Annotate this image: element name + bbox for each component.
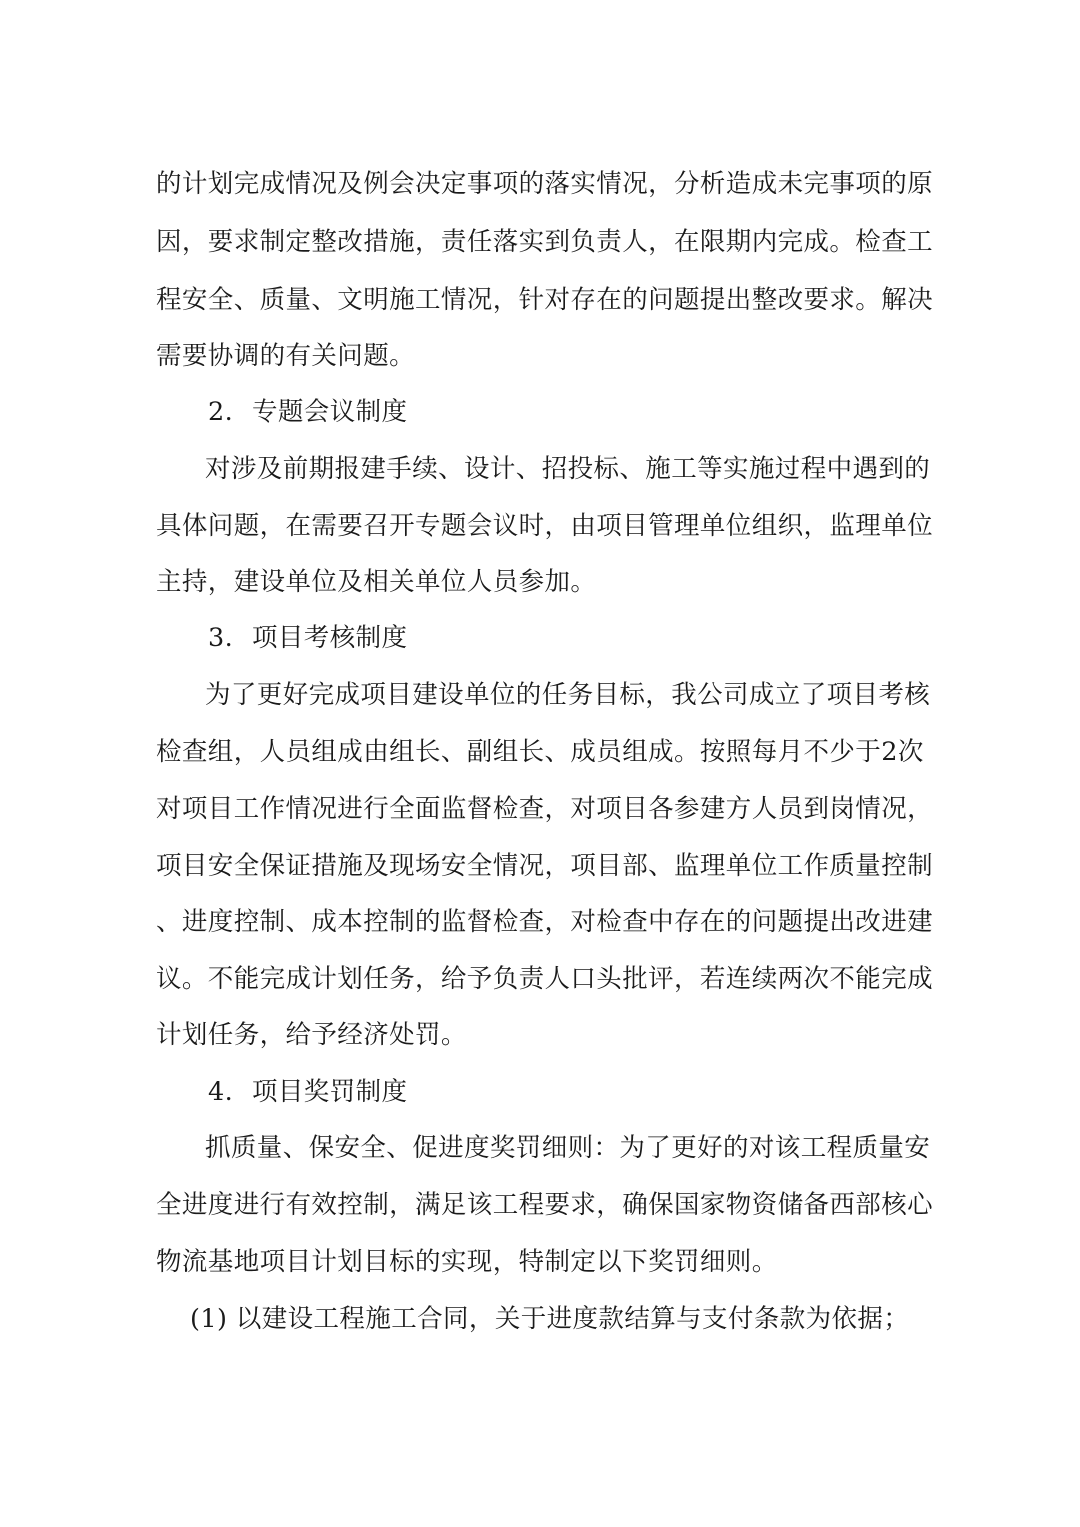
paragraph-line: 计划任务，给予经济处罚。 [156, 1020, 467, 1050]
section-title: 专题会议制度 [252, 397, 408, 427]
paragraph-line: 抓质量、保安全、促进度奖罚细则：为了更好的对该工程质量安 [205, 1133, 931, 1163]
paragraph-line: 全进度进行有效控制，满足该工程要求，确保国家物资储备西部核心 [156, 1190, 934, 1220]
paragraph-line: 程安全、质量、文明施工情况，针对存在的问题提出整改要求。解决 [156, 285, 934, 315]
paragraph-line: 物流基地项目计划目标的实现，特制定以下奖罚细则。 [156, 1247, 778, 1277]
paragraph-line: 的计划完成情况及例会决定事项的落实情况，分析造成未完事项的原 [156, 169, 934, 199]
paragraph-line: 为了更好完成项目建设单位的任务目标，我公司成立了项目考核 [205, 680, 931, 710]
paragraph-line: 对项目工作情况进行全面监督检查，对项目各参建方人员到岗情况， [156, 794, 934, 824]
paragraph-line: 具体问题，在需要召开专题会议时，由项目管理单位组织，监理单位 [156, 511, 934, 541]
section-number: 4. [208, 1077, 234, 1107]
section-number: 3. [208, 623, 234, 653]
section-title: 项目奖罚制度 [252, 1077, 408, 1107]
paragraph-line: 主持，建设单位及相关单位人员参加。 [156, 567, 597, 597]
paragraph-line: 对涉及前期报建手续、设计、招投标、施工等实施过程中遇到的 [205, 454, 931, 484]
section-number: 2. [208, 397, 234, 427]
paragraph-line: 议。不能完成计划任务，给予负责人口头批评，若连续两次不能完成 [156, 964, 934, 994]
list-item-1: (1) 以建设工程施工合同，关于进度款结算与支付条款为依据； [190, 1304, 910, 1334]
paragraph-line: 、进度控制、成本控制的监督检查，对检查中存在的问题提出改进建 [156, 907, 934, 937]
section-heading-3 [208, 621, 972, 655]
paragraph-line: 需要协调的有关问题。 [156, 341, 416, 371]
section-title: 项目考核制度 [252, 623, 408, 653]
paragraph-line: 项目安全保证措施及现场安全情况，项目部、监理单位工作质量控制 [156, 851, 934, 881]
section-heading-2 [208, 395, 972, 429]
paragraph-line: 因，要求制定整改措施，责任落实到负责人，在限期内完成。检查工 [156, 227, 934, 257]
section-heading-4 [208, 1075, 972, 1109]
paragraph-line: 检查组，人员组成由组长、副组长、成员组成。按照每月不少于2次 [156, 737, 924, 767]
